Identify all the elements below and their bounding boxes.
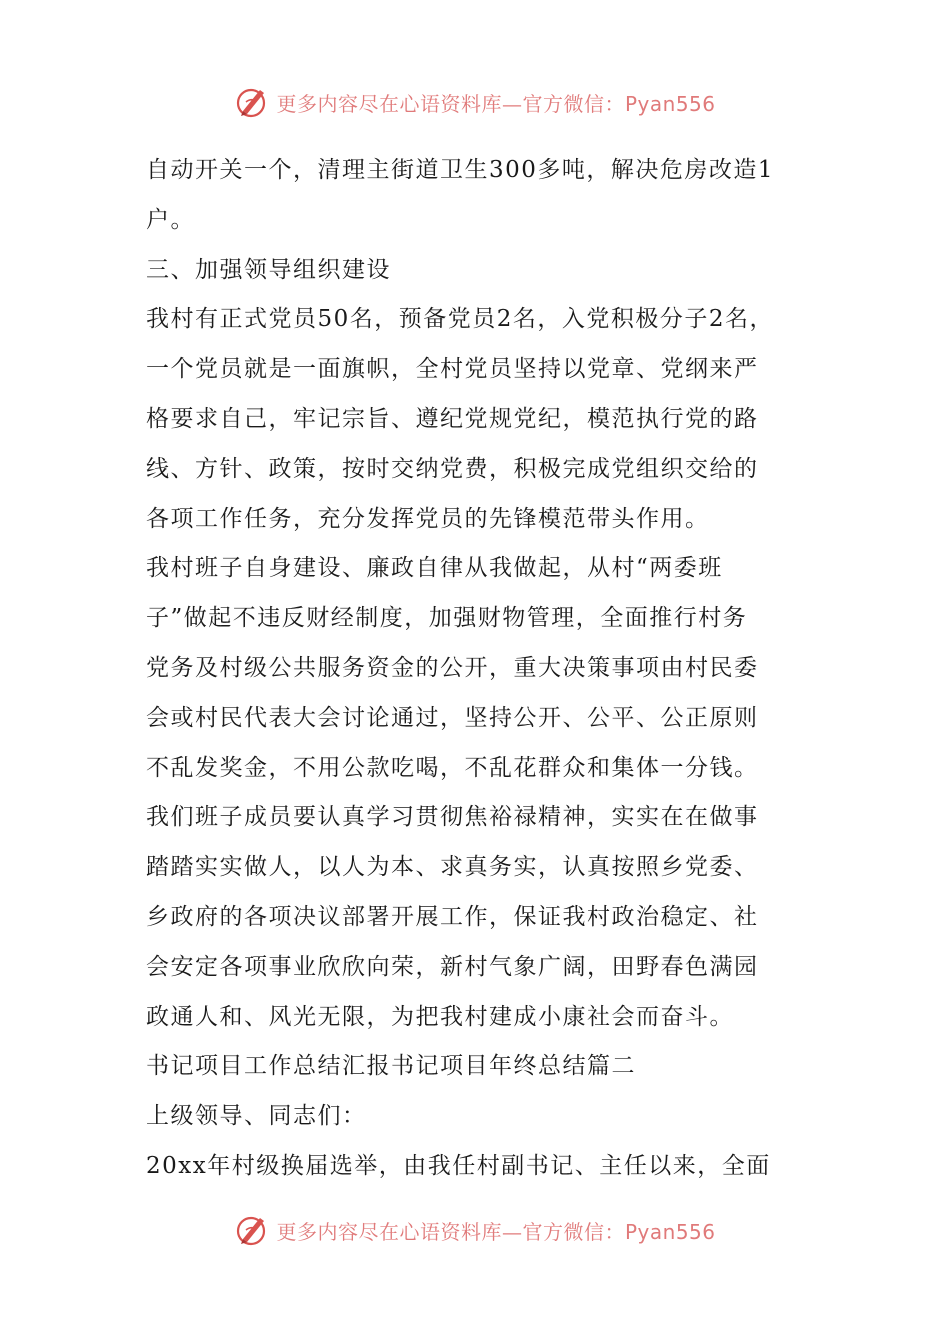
text-line: 格要求自己，牢记宗旨、遵纪党规党纪，模范执行党的路 [146,405,759,432]
watermark-footer [0,1208,950,1252]
pen-logo-icon [234,1212,270,1248]
text-line: 不乱发奖金，不用公款吃喝，不乱花群众和集体一分钱。 [146,754,759,781]
watermark-header [0,80,950,124]
wechat-id: Pyan556 [624,91,716,116]
text-line: 我们班子成员要认真学习贯彻焦裕禄精神，实实在在做事 [146,804,759,831]
text-line: 踏踏实实做人，以人为本、求真务实，认真按照乡党委、 [146,854,759,881]
article-title: 书记项目工作总结汇报书记项目年终总结篇二 [146,1053,636,1080]
salutation: 上级领导、同志们： [146,1103,367,1130]
text-line: 我村班子自身建设、廉政自律从我做起，从村“两委班 [146,555,723,582]
text-line: 会或村民代表大会讨论通过，坚持公开、公平、公正原则 [146,704,759,731]
document-body [146,146,816,1192]
text-line: 户。 [146,206,195,233]
wechat-id: Pyan556 [624,1219,716,1244]
text-line: 线、方针、政策，按时交纳党费，积极完成党组织交给的 [146,455,759,482]
text-line: 乡政府的各项决议部署开展工作，保证我村政治稳定、社 [146,903,759,930]
watermark-text: 更多内容尽在心语资料库—官方微信：Pyan556 [276,91,716,116]
text-line: 20xx年村级换届选举，由我任村副书记、主任以来，全面 [146,1152,771,1179]
text-line: 自动开关一个，清理主街道卫生300多吨，解决危房改造1 [146,157,775,183]
text-line: 党务及村级公共服务资金的公开，重大决策事项由村民委 [146,654,759,681]
text-line: 会安定各项事业欣欣向荣，新村气象广阔，田野春色满园 [146,953,759,980]
text-line: 一个党员就是一面旗帜，全村党员坚持以党章、党纲来严 [146,356,759,383]
text-line: 各项工作任务，充分发挥党员的先锋模范带头作用。 [146,505,710,532]
text-line: 政通人和、风光无限，为把我村建成小康社会而奋斗。 [146,1003,734,1030]
pen-logo-icon [234,84,270,120]
watermark-text: 更多内容尽在心语资料库—官方微信：Pyan556 [276,1219,716,1244]
text-line: 子”做起不违反财经制度，加强财物管理，全面推行村务 [146,605,748,632]
text-line: 我村有正式党员50名，预备党员2名，入党积极分子2名， [146,306,775,333]
section-heading: 三、加强领导组织建设 [146,256,391,283]
